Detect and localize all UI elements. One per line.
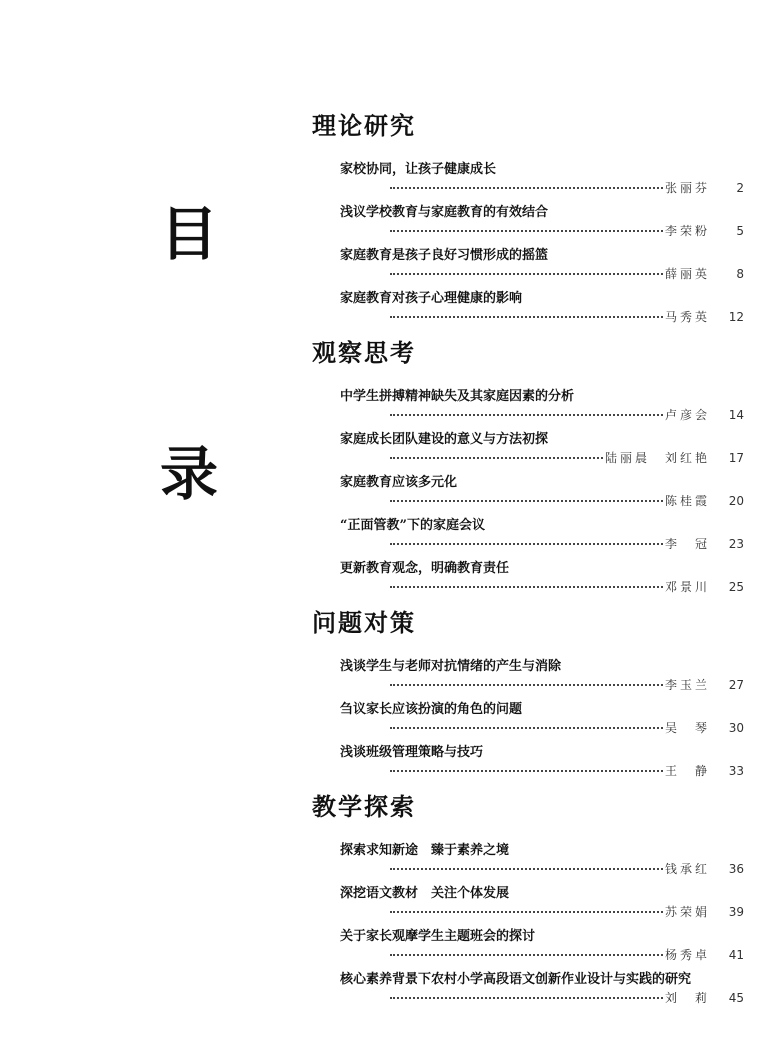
entry-title: 核心素养背景下农村小学高段语文创新作业设计与实践的研究 <box>340 972 692 987</box>
entry-author: 马秀英 <box>664 310 710 324</box>
entry-leader-line <box>390 180 744 196</box>
entry-author: 张丽芬 <box>664 181 710 195</box>
toc-heading-char-1: 目 <box>160 200 219 268</box>
section-title: 教学探索 <box>312 792 416 821</box>
entry-leader-line <box>390 720 744 736</box>
entry-title: 浅谈班级管理策略与技巧 <box>340 745 484 760</box>
entry-leader-line <box>390 536 744 552</box>
entry-page-number: 12 <box>728 310 744 324</box>
entry-page-number: 25 <box>728 580 744 594</box>
entry-leader-line <box>390 223 744 239</box>
section-title: 观察思考 <box>312 338 416 367</box>
toc-entry[interactable] <box>340 205 744 239</box>
toc-entry[interactable] <box>340 929 744 963</box>
entry-leader-line <box>390 266 744 282</box>
toc-entry[interactable] <box>340 248 744 282</box>
toc-entry[interactable] <box>340 561 744 595</box>
toc-entry[interactable] <box>340 745 744 779</box>
entry-page-number: 20 <box>728 494 744 508</box>
dot-leader <box>390 230 663 232</box>
toc-section <box>312 112 744 325</box>
dot-leader <box>390 273 663 275</box>
entry-title: “正面管教”下的家庭会议 <box>340 518 485 533</box>
dot-leader <box>390 868 663 870</box>
toc-entry[interactable] <box>340 972 744 1006</box>
toc-entry[interactable] <box>340 886 744 920</box>
entry-title: 家庭教育是孩子良好习惯形成的摇篮 <box>340 248 549 263</box>
toc-heading-char-2: 录 <box>160 440 219 508</box>
entry-title: 家庭成长团队建设的意义与方法初探 <box>340 432 549 447</box>
entry-leader-line <box>390 309 744 325</box>
entry-author: 薛丽英 <box>664 267 710 281</box>
entry-page-number: 33 <box>728 764 744 778</box>
entry-page-number: 45 <box>728 991 744 1005</box>
entry-title: 关于家长观摩学生主题班会的探讨 <box>340 929 536 944</box>
dot-leader <box>390 727 663 729</box>
entry-title: 浅议学校教育与家庭教育的有效结合 <box>340 205 549 220</box>
entry-page-number: 27 <box>728 678 744 692</box>
entry-author: 王 静 <box>664 764 710 778</box>
entry-leader-line <box>390 947 744 963</box>
entry-author: 钱承红 <box>664 862 710 876</box>
dot-leader <box>390 954 663 956</box>
entry-page-number: 41 <box>728 948 744 962</box>
entry-title: 深挖语文教材 关注个体发展 <box>340 886 510 901</box>
entry-leader-line <box>390 677 744 693</box>
entry-title: 家校协同，让孩子健康成长 <box>340 162 497 177</box>
toc-entry[interactable] <box>340 475 744 509</box>
entry-author: 李玉兰 <box>664 678 710 692</box>
entry-leader-line <box>390 861 744 877</box>
toc-section <box>312 609 744 779</box>
entry-author: 邓景川 <box>664 580 710 594</box>
entry-leader-line <box>390 450 744 466</box>
dot-leader <box>390 770 663 772</box>
entry-leader-line <box>390 763 744 779</box>
entry-page-number: 36 <box>728 862 744 876</box>
entry-author: 刘 莉 <box>664 991 710 1005</box>
entry-leader-line <box>390 904 744 920</box>
entry-author: 李荣粉 <box>664 224 710 238</box>
dot-leader <box>390 586 663 588</box>
entry-title: 探索求知新途 臻于素养之境 <box>340 843 510 858</box>
entry-leader-line <box>390 407 744 423</box>
toc-entry[interactable] <box>340 432 744 466</box>
toc-entry[interactable] <box>340 702 744 736</box>
entry-page-number: 8 <box>736 267 744 281</box>
entry-author: 陈桂霞 <box>664 494 710 508</box>
toc-entry[interactable] <box>340 659 744 693</box>
entry-author: 杨秀卓 <box>664 948 710 962</box>
entry-leader-line <box>390 493 744 509</box>
entry-author: 陆丽晨 刘红艳 <box>604 451 710 465</box>
entry-leader-line <box>390 579 744 595</box>
table-of-contents <box>312 112 744 1015</box>
toc-section <box>312 339 744 595</box>
toc-entry[interactable] <box>340 518 744 552</box>
toc-section <box>312 793 744 1006</box>
section-title: 问题对策 <box>312 608 416 637</box>
dot-leader <box>390 187 663 189</box>
entry-page-number: 39 <box>728 905 744 919</box>
entry-leader-line <box>390 990 744 1006</box>
toc-entry[interactable] <box>340 162 744 196</box>
entry-title: 更新教育观念，明确教育责任 <box>340 561 510 576</box>
entry-page-number: 5 <box>736 224 744 238</box>
entry-author: 卢彦会 <box>664 408 710 422</box>
dot-leader <box>390 500 663 502</box>
entry-title: 刍议家长应该扮演的角色的问题 <box>340 702 523 717</box>
section-title: 理论研究 <box>312 111 416 140</box>
toc-entry[interactable] <box>340 389 744 423</box>
dot-leader <box>390 997 663 999</box>
entry-title: 家庭教育对孩子心理健康的影响 <box>340 291 523 306</box>
dot-leader <box>390 457 603 459</box>
entry-author: 苏荣娟 <box>664 905 710 919</box>
entry-title: 中学生拼搏精神缺失及其家庭因素的分析 <box>340 389 575 404</box>
toc-entry[interactable] <box>340 291 744 325</box>
dot-leader <box>390 543 663 545</box>
entry-page-number: 17 <box>728 451 744 465</box>
entry-author: 吴 琴 <box>664 721 710 735</box>
entry-page-number: 14 <box>728 408 744 422</box>
dot-leader <box>390 684 663 686</box>
entry-page-number: 30 <box>728 721 744 735</box>
entry-title: 家庭教育应该多元化 <box>340 475 458 490</box>
entry-page-number: 23 <box>728 537 744 551</box>
entry-title: 浅谈学生与老师对抗情绪的产生与消除 <box>340 659 562 674</box>
dot-leader <box>390 911 663 913</box>
dot-leader <box>390 414 663 416</box>
entry-author: 李 冠 <box>664 537 710 551</box>
dot-leader <box>390 316 663 318</box>
toc-entry[interactable] <box>340 843 744 877</box>
entry-page-number: 2 <box>736 181 744 195</box>
